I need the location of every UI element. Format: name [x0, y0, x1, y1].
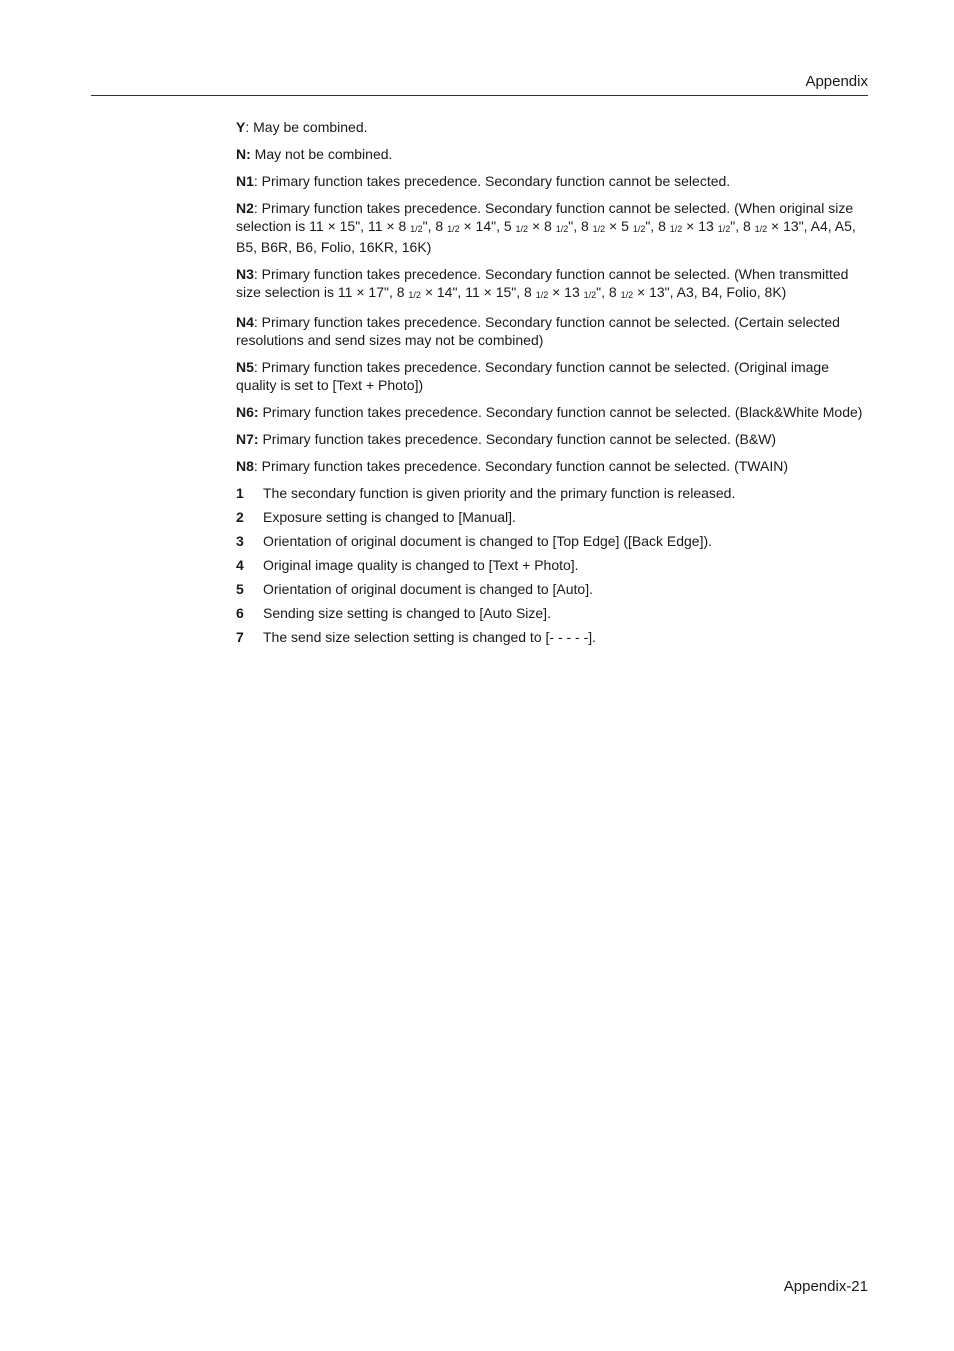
legend-text: May not be combined.: [250, 146, 393, 162]
legend-key: N5: [236, 359, 254, 375]
note-text: Sending size setting is changed to [Auto Size].: [263, 605, 551, 621]
legend-separator: :: [253, 359, 258, 375]
notes-list: [236, 484, 868, 646]
note-text: The send size selection setting is changed to [- - - - -].: [263, 629, 597, 645]
legend-key: Y: [236, 119, 246, 135]
legend-entry: [236, 430, 868, 448]
legend-key: N6:: [236, 404, 259, 420]
note-number: 1: [236, 485, 244, 501]
fraction-text: 1/2: [555, 224, 569, 234]
legend-entry: [236, 457, 868, 475]
note-number: 7: [236, 629, 244, 645]
fraction-text: 1/2: [717, 224, 731, 234]
note-number: 4: [236, 557, 244, 573]
note-item: [236, 604, 868, 622]
legend-text-part: Primary function takes precedence. Secondary function cannot be selected. (When transmitted size selection is 11 × 17", 8: [236, 266, 849, 300]
fraction-text: 1/2: [515, 224, 529, 234]
fraction-text: 1/2: [632, 224, 646, 234]
fraction-text: 1/2: [669, 224, 683, 234]
legend-separator: :: [253, 458, 258, 474]
fraction-text: 1/2: [583, 290, 597, 300]
legend-entry: [236, 145, 868, 163]
note-item: [236, 628, 868, 646]
note-number: 3: [236, 533, 244, 549]
legend-text-part: × 13: [682, 218, 718, 234]
legend-separator: :: [253, 173, 258, 189]
legend-text-part: ", 8: [568, 218, 593, 234]
legend-key: N4: [236, 314, 254, 330]
note-text: Exposure setting is changed to [Manual].: [263, 509, 516, 525]
legend-entry: [236, 403, 868, 421]
fraction-text: 1/2: [535, 290, 549, 300]
legend-entry: [236, 313, 868, 349]
legend-text-part: ", 8: [422, 218, 448, 234]
header-rule: [91, 95, 868, 96]
legend-text: May be combined.: [249, 119, 368, 135]
legend-separator: :: [253, 200, 258, 216]
legend-text-part: × 5: [605, 218, 633, 234]
legend-text-part: × 13: [548, 284, 584, 300]
legend-key: N2: [236, 200, 254, 216]
legend-text-part: × 13", A4, A5, B5, B6R, B6, Folio, 16KR, 16K): [236, 218, 856, 255]
page-number: Appendix-21: [783, 1278, 868, 1295]
legend-list: [236, 118, 868, 475]
page-header-title: Appendix: [805, 73, 868, 90]
legend-text-part: × 14", 5: [459, 218, 516, 234]
note-text: Orientation of original document is changed to [Top Edge] ([Back Edge]).: [263, 533, 713, 549]
legend-key: N1: [236, 173, 254, 189]
legend-text-part: Primary function takes precedence. Secondary function cannot be selected. (When original size selection is 11 × 15", 11 × 8: [236, 200, 854, 234]
note-number: 2: [236, 509, 244, 525]
legend-text-part: ", 8: [596, 284, 621, 300]
legend-text: Primary function takes precedence. Secondary function cannot be selected. (Certain selected resolutions and send sizes may not be combined): [236, 314, 840, 348]
legend-separator: :: [253, 314, 258, 330]
legend-entry: [236, 199, 868, 256]
legend-entry: [236, 358, 868, 394]
note-text: Original image quality is changed to [Text + Photo].: [263, 557, 579, 573]
fraction-text: 1/2: [592, 224, 606, 234]
legend-key: N:: [236, 146, 251, 162]
legend-key: N8: [236, 458, 254, 474]
page-content: [236, 118, 868, 652]
legend-text: Primary function takes precedence. Secondary function cannot be selected. (B&W): [258, 431, 777, 447]
legend-entry: [236, 265, 868, 304]
legend-text-part: × 8: [528, 218, 556, 234]
legend-text: Primary function takes precedence. Secondary function cannot be selected.: [257, 173, 731, 189]
note-text: The secondary function is given priority and the primary function is released.: [263, 485, 736, 501]
fraction-text: 1/2: [447, 224, 460, 234]
note-text: Orientation of original document is changed to [Auto].: [263, 581, 593, 597]
legend-text-part: ", 8: [730, 218, 755, 234]
note-item: [236, 556, 868, 574]
fraction-text: 1/2: [620, 290, 634, 300]
note-item: [236, 580, 868, 598]
legend-key: N3: [236, 266, 254, 282]
legend-entry: [236, 118, 868, 136]
legend-separator: :: [245, 119, 250, 135]
legend-text-part: ", 8: [645, 218, 670, 234]
note-number: 6: [236, 605, 244, 621]
legend-text: Primary function takes precedence. Secondary function cannot be selected. (Original image quality is set to [Text + Photo]): [236, 359, 829, 393]
note-number: 5: [236, 581, 244, 597]
note-item: [236, 508, 868, 526]
legend-separator: :: [253, 266, 258, 282]
legend-text-part: × 13", A3, B4, Folio, 8K): [633, 284, 787, 300]
fraction-text: 1/2: [410, 224, 423, 234]
note-item: [236, 532, 868, 550]
legend-text: Primary function takes precedence. Secondary function cannot be selected. (TWAIN): [257, 458, 788, 474]
legend-text: Primary function takes precedence. Secondary function cannot be selected. (Black&White Mode): [258, 404, 863, 420]
legend-key: N7:: [236, 431, 259, 447]
note-item: [236, 484, 868, 502]
legend-entry: [236, 172, 868, 190]
legend-text-part: × 14", 11 × 15", 8: [420, 284, 536, 300]
fraction-text: 1/2: [754, 224, 768, 234]
fraction-text: 1/2: [408, 290, 421, 300]
